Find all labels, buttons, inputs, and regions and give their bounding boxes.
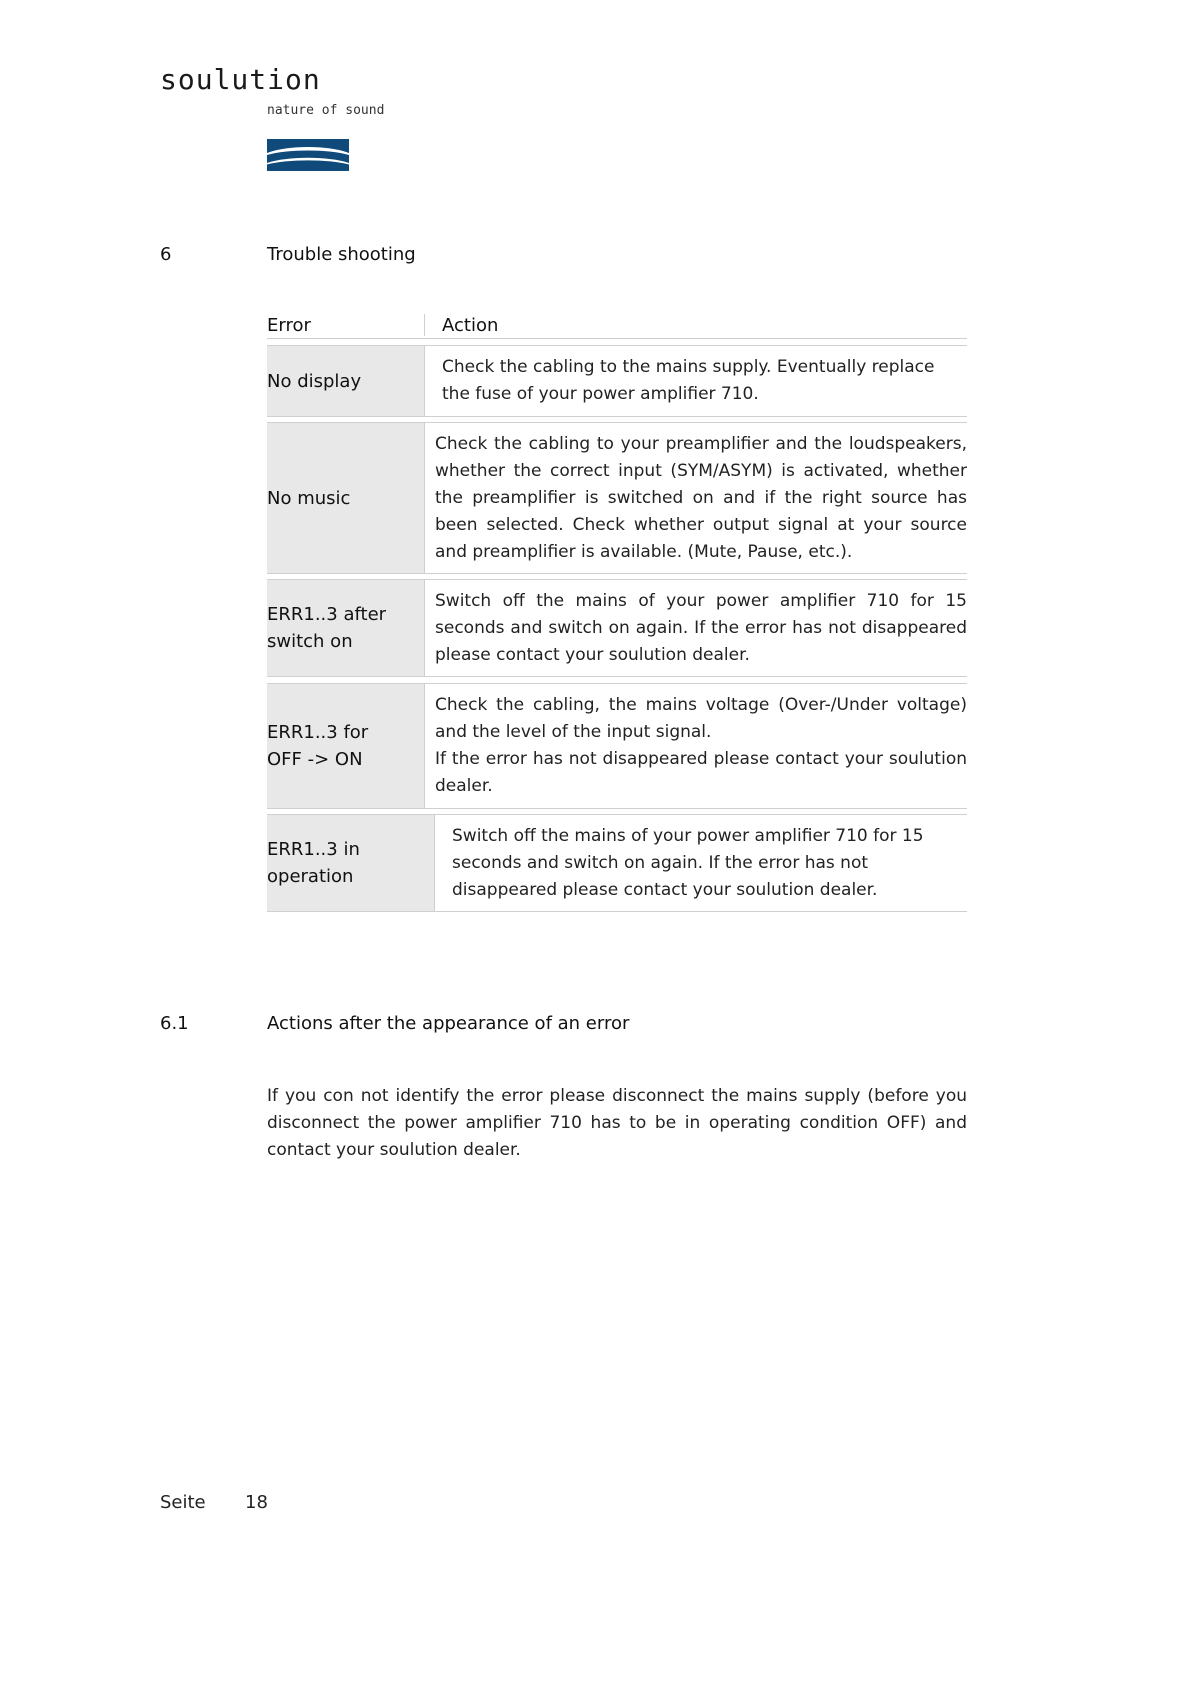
error-cell: No music	[267, 423, 424, 573]
action-cell: Switch off the mains of your power amplifier 710 for 15 seconds and switch on again. If the error has not disappeared please contact your soulution dealer.	[434, 815, 967, 911]
footer-label: Seite	[160, 1492, 206, 1513]
subsection-title: Actions after the appearance of an error	[267, 1013, 630, 1034]
error-cell: No display	[267, 346, 424, 416]
header-action: Action	[442, 315, 499, 336]
table-row	[267, 345, 967, 417]
error-cell: ERR1..3 in operation	[267, 815, 434, 911]
table-header	[267, 312, 967, 339]
troubleshooting-table	[267, 312, 967, 900]
error-cell: ERR1..3 for OFF -> ON	[267, 684, 424, 808]
action-cell: Check the cabling to the mains supply. Eventually replace the fuse of your power amplifier 710.	[424, 346, 967, 416]
table-row	[267, 683, 967, 809]
table-row	[267, 579, 967, 677]
section-title: Trouble shooting	[267, 244, 416, 265]
brand-tagline: nature of sound	[267, 103, 385, 118]
brand-logo	[160, 63, 385, 118]
action-cell: Switch off the mains of your power amplifier 710 for 15 seconds and switch on again. If the error has not disappeared please contact your soulution dealer.	[424, 580, 967, 676]
table-row	[267, 814, 967, 912]
action-cell: Check the cabling, the mains voltage (Over-/Under voltage) and the level of the input signal. If the error has not disappeared please contact your soulution dealer.	[424, 684, 967, 808]
section-number: 6	[160, 244, 172, 265]
error-cell: ERR1..3 after switch on	[267, 580, 424, 676]
brand-name: soulution	[160, 63, 321, 96]
header-divider	[424, 314, 425, 336]
header-error: Error	[267, 315, 311, 336]
action-cell: Check the cabling to your preamplifier and the loudspeakers, whether the correct input (SYM/ASYM) is activated, whether the preamplifier is switched on and if the right source has been selected. Check whether output signal at your source and preamplifier is available. (Mute, Pause, etc.).	[424, 423, 967, 573]
page-number: 18	[245, 1492, 268, 1513]
wave-logo-icon	[267, 139, 349, 171]
table-row	[267, 422, 967, 574]
subsection-body: If you con not identify the error please disconnect the mains supply (before you disconnect the power amplifier 710 has to be in operating condition OFF) and contact your soulution dealer.	[267, 1086, 967, 1160]
subsection-number: 6.1	[160, 1013, 189, 1034]
